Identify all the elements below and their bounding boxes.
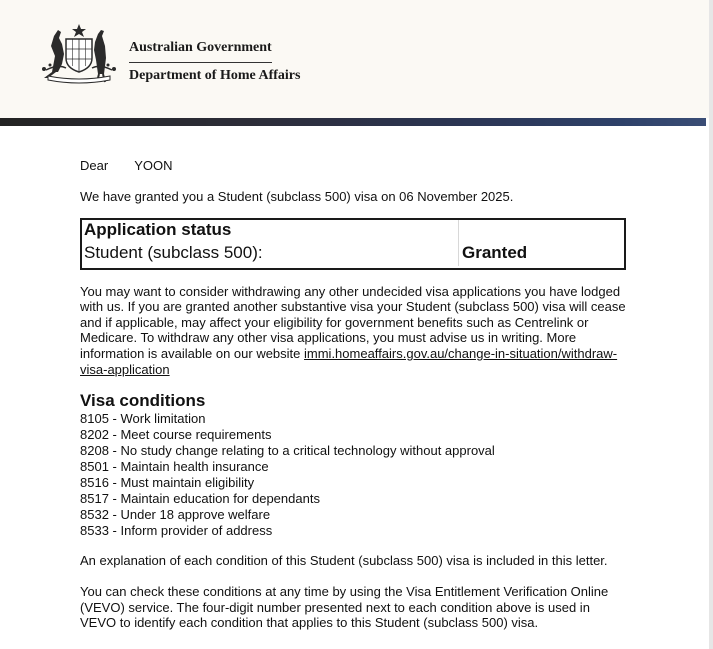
letter-body bbox=[80, 158, 628, 631]
advice-text: You may want to consider withdrawing any other undecided visa applications you have lodged with us. If you are granted another substantive visa your Student (subclass 500) visa will cease and if applicable, may affect your eligibility for government benefits such as Centrelink or Medicare. To withdraw any other visa applications, you must advise us in writing. More information is available on our website bbox=[80, 283, 626, 361]
coat-of-arms-icon bbox=[38, 22, 120, 84]
header-band bbox=[0, 118, 706, 126]
status-box-title: Application status bbox=[84, 219, 232, 239]
letterhead bbox=[0, 0, 709, 118]
salutation bbox=[80, 158, 628, 174]
withdrawal-advice bbox=[80, 284, 628, 378]
recipient-surname: YOON bbox=[134, 158, 173, 173]
page-edge bbox=[709, 0, 713, 649]
agency-name: Australian Government bbox=[129, 40, 272, 55]
condition-item: 8516 - Must maintain eligibility bbox=[80, 474, 255, 490]
condition-item: 8533 - Inform provider of address bbox=[80, 522, 273, 538]
visa-conditions-heading: Visa conditions bbox=[80, 391, 206, 411]
vevo-notice: You can check these conditions at any time by using the Visa Entitlement Verification Online (VEVO) service. The four-digit number presented next to each condition above is used in VEVO to identify each condition that applies to this Student (subclass 500) visa. bbox=[80, 584, 609, 631]
condition-item: 8517 - Maintain education for dependants bbox=[80, 490, 320, 506]
condition-item: 8105 - Work limitation bbox=[80, 411, 206, 427]
grant-notice: We have granted you a Student (subclass 500) visa on 06 November 2025. bbox=[80, 189, 514, 204]
salutation-greeting: Dear bbox=[80, 158, 109, 173]
status-box-divider bbox=[458, 220, 459, 266]
withdraw-visa-link[interactable]: immi.homeaffairs.gov.au/change-in-situation/withdraw-visa-application bbox=[80, 345, 618, 377]
condition-item: 8208 - No study change relating to a critical technology without approval bbox=[80, 442, 495, 458]
visa-status: Granted bbox=[462, 242, 528, 262]
conditions-explanation: An explanation of each condition of this Student (subclass 500) visa is included in this letter. bbox=[80, 553, 608, 569]
condition-item: 8501 - Maintain health insurance bbox=[80, 458, 269, 474]
visa-label: Student (subclass 500): bbox=[84, 242, 263, 262]
application-status-box bbox=[80, 218, 626, 270]
condition-item: 8532 - Under 18 approve welfare bbox=[80, 506, 271, 522]
visa-conditions-list bbox=[80, 411, 628, 538]
department-name: Department of Home Affairs bbox=[129, 68, 301, 83]
agency-divider bbox=[129, 62, 272, 63]
condition-item: 8202 - Meet course requirements bbox=[80, 427, 272, 443]
